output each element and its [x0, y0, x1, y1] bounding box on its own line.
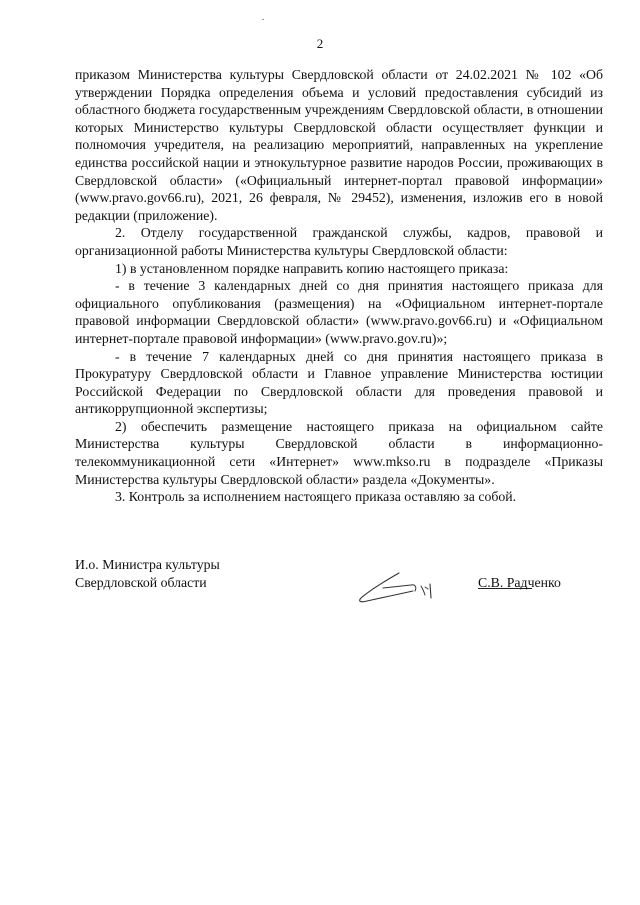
handwritten-signature [355, 565, 455, 607]
page-number: 2 [316, 36, 324, 51]
paragraph-subitem-1: 1) в установленном порядке направить копию настоящего приказа: [115, 260, 509, 276]
document-body [75, 66, 603, 506]
signatory-name: С.В. Радченко [478, 575, 561, 590]
paragraph-subitem-2: 2) обеспечить размещение настоящего приказа на официальном сайте Министерства культуры Свердловской области в информационно-телекоммуникационной сети «Интернет» www.mkso.ru в подразделе «Приказы Министерства культуры Свердловской области» раздела «Документы». [75, 418, 603, 487]
paragraph-dash-prosecution: - в течение 7 календарных дней со дня принятия настоящего приказа в Прокуратуру Свердловской области и Главное управление Министерства юстиции Российской Федерации по Свердловской области для проведения правовой и антикоррупционной экспертизы; [75, 348, 603, 417]
signatory-position [75, 556, 220, 592]
paragraph-item-3: 3. Контроль за исполнением настоящего приказа оставляю за собой. [115, 489, 517, 505]
signatory-position-line-2: Свердловской области [75, 575, 207, 590]
paragraph-item-2: 2. Отделу государственной гражданской службы, кадров, правовой и организационной работы Министерства культуры Свердловской области: [75, 225, 603, 258]
paragraph-dash-publication: - в течение 3 календарных дней со дня принятия настоящего приказа для официального опубликования (размещения) на «Официальном интернет-портале правовой информации Свердловской области» (www.pravo.gov66.ru) и «Официальном интернет-портале правовой информации» (www.pravo.gov.ru)»; [75, 278, 603, 346]
signatory-position-line-1: И.о. Министра культуры [75, 557, 220, 572]
scan-speck [262, 19, 264, 20]
paragraph-amendment: приказом Министерства культуры Свердловской области от 24.02.2021 № 102 «Об утверждении Порядка определения объема и условий предоставления субсидий из областного бюджета государственным учреждениям Свердловской области, в отношении которых Министерство культуры Свердловской области осуществляет функции и полномочия учредителя, на реализацию мероприятий, направленных на укрепление единства российской нации и этнокультурное развитие народов России, проживающих в Свердловской области» («Официальный интернет-портал правовой информации» (www.pravo.gov66.ru), 2021, 26 февраля, № 29452), изменения, изложив его в новой редакции (приложение). [75, 67, 603, 223]
